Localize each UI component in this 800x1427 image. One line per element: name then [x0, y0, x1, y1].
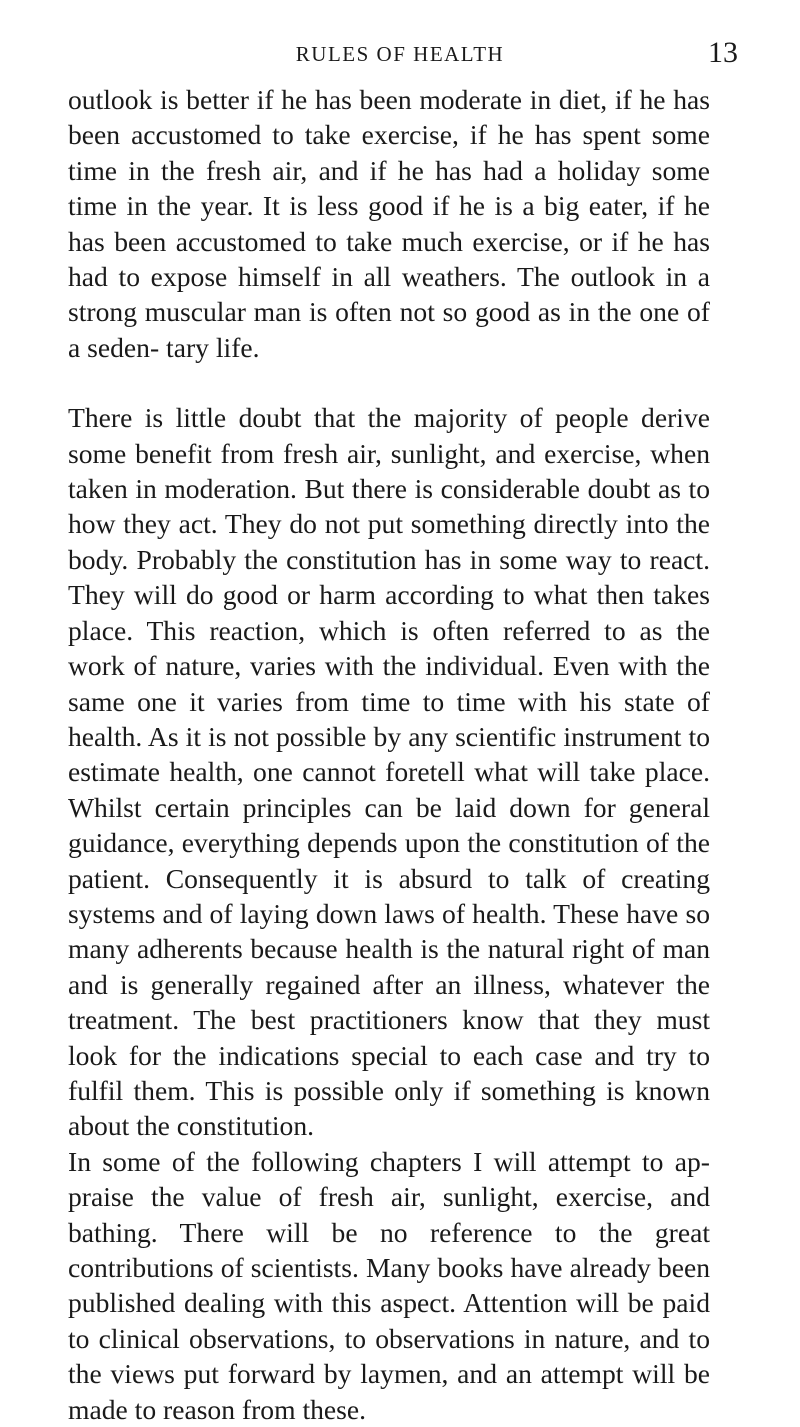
page-number: 13 — [708, 36, 738, 69]
running-title: RULES OF HEALTH — [295, 42, 505, 66]
running-head — [0, 36, 800, 76]
body-text — [68, 82, 710, 1427]
paragraph-3: In some of the following chapters I will attempt to ap- praise the value of fresh air, sunlight, exercise, and bathing. There will be no reference to the great contributions of scientists. Many books have already been published dealing with this aspect. Attention will be paid to clinical observations, to observations in nature, and to the views put forward by laymen, and an attempt will be made to reason from these. — [68, 1145, 710, 1425]
paragraph-2: There is little doubt that the majority of people derive some benefit from fresh air, sunlight, and exercise, when taken in moderation. But there is considerable doubt as to how they act. They do not put something directly into the body. Probably the constitution has in some way to react. They will do good or harm according to what then takes place. This reaction, which is often referred to as the work of nature, varies with the individual. Even with the same one it varies from time to time with his state of health. As it is not possible by any scientific instrument to estimate health, one cannot foretell what will take place. Whilst certain principles can be laid down for general guidance, everything depends upon the constitution of the patient. Consequently it is absurd to talk of creating systems and of laying down laws of health. These have so many adherents because health is the natural right of man and is generally regained after an illness, whatever the treatment. The best practitioners know that they must look for the indications special to each case and try to fulfil them. This is possible only if something is known about the constitution. — [68, 402, 710, 1142]
paragraph-1: outlook is better if he has been moderate in diet, if he has been accustomed to take exercise, if he has spent some time in the fresh air, and if he has had a holiday some time in the year. It is less good if he is a big eater, if he has been accustomed to take much exercise, or if he has had to expose himself in all weathers. The outlook in a strong muscular man is often not so good as in the one of a seden- tary life. — [68, 84, 710, 363]
